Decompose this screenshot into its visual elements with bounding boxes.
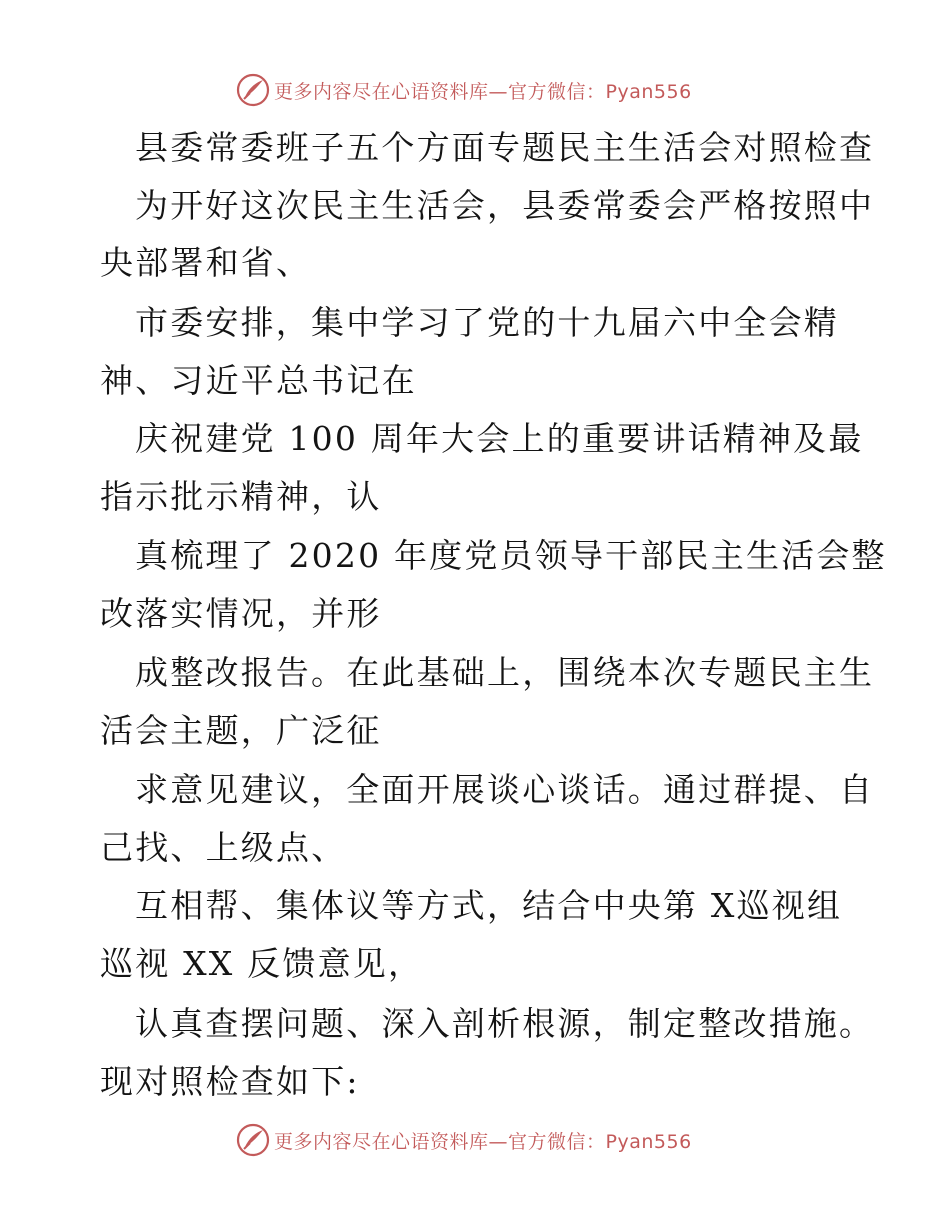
paragraph-line: 庆祝建党 100 周年大会上的重要讲话精神及最: [135, 419, 864, 458]
paragraph-line: 央部署和省、: [100, 243, 312, 282]
document-title: 县委常委班子五个方面专题民主生活会对照检查: [135, 128, 875, 167]
paragraph-line: 己找、上级点、: [100, 828, 347, 867]
paragraph-line: 巡视 XX 反馈意见，: [100, 944, 424, 983]
watermark-text: 更多内容尽在心语资料库—官方微信：Pyan556: [274, 1130, 692, 1153]
watermark-text: 更多内容尽在心语资料库—官方微信：Pyan556: [274, 80, 692, 103]
paragraph-line: 神、习近平总书记在: [100, 361, 417, 400]
paragraph-line: 为开好这次民主生活会，县委常委会严格按照中: [135, 186, 875, 225]
paragraph-line: 指示批示精神，认: [100, 477, 382, 516]
quill-seal-logo-icon: [236, 73, 270, 107]
paragraph-line: 市委安排，集中学习了党的十九届六中全会精: [135, 303, 839, 342]
quill-seal-logo-icon: [236, 1123, 270, 1157]
paragraph-line: 互相帮、集体议等方式，结合中央第 X巡视组: [135, 886, 843, 925]
paragraph-line: 活会主题，广泛征: [100, 711, 382, 750]
paragraph-line: 求意见建议，全面开展谈心谈话。通过群提、自: [135, 770, 875, 809]
paragraph-line: 认真查摆问题、深入剖析根源，制定整改措施。: [135, 1004, 875, 1043]
footer-watermark-banner: [236, 1122, 692, 1158]
header-watermark-banner: [236, 72, 692, 108]
paragraph-line: 成整改报告。在此基础上，围绕本次专题民主生: [135, 653, 875, 692]
paragraph-line: 改落实情况，并形: [100, 594, 382, 633]
paragraph-line: 现对照检查如下:: [100, 1062, 360, 1101]
paragraph-line: 真梳理了 2020 年度党员领导干部民主生活会整: [135, 536, 887, 575]
